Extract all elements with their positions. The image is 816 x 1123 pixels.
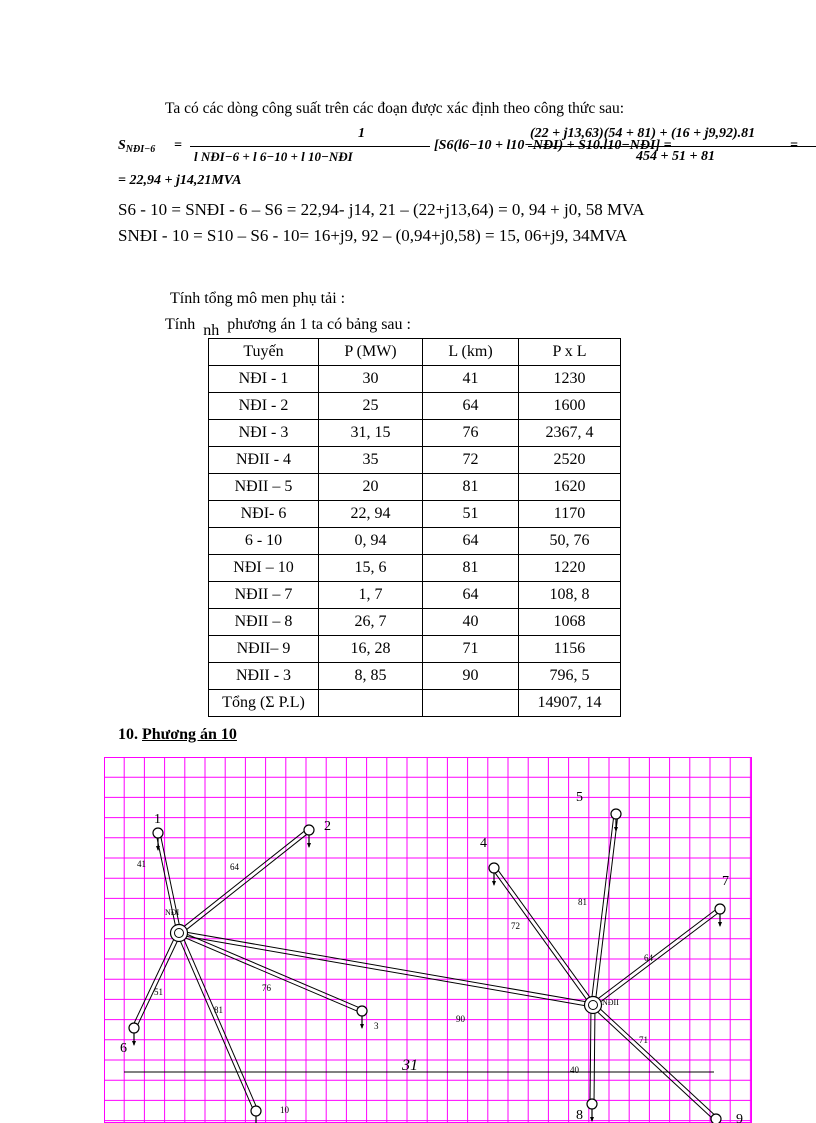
table-cell: NĐII– 9 — [209, 636, 319, 663]
load-node-9 — [711, 1114, 721, 1123]
table-header: P x L — [519, 339, 621, 366]
table-cell: 81 — [423, 474, 519, 501]
table-cell: NĐII - 3 — [209, 663, 319, 690]
table-cell: 22, 94 — [319, 501, 423, 528]
node-label-9: 9 — [736, 1112, 743, 1123]
baseline-label: 31 — [402, 1057, 418, 1074]
table-cell: NĐII - 4 — [209, 447, 319, 474]
table-cell: NĐI- 6 — [209, 501, 319, 528]
table-cell: NĐII – 8 — [209, 609, 319, 636]
table-row — [209, 528, 621, 555]
formula-frac1-den: l NĐI−6 + l 6−10 + l 10−NĐI — [194, 149, 353, 164]
line-length-label: 51 — [154, 987, 163, 997]
line-length-label: 71 — [639, 1035, 648, 1045]
plant-label-ndii: NĐII — [602, 998, 619, 1007]
node-label-7: 7 — [722, 874, 729, 889]
table-header-row — [209, 339, 621, 366]
node-label-5: 5 — [576, 790, 583, 805]
table-cell: 14907, 14 — [519, 690, 621, 717]
table-cell: 1, 7 — [319, 582, 423, 609]
moment-line-nh: nh — [203, 322, 220, 339]
table-cell: NĐI - 2 — [209, 393, 319, 420]
line-ndii-5 — [591, 814, 618, 1005]
table-cell: 35 — [319, 447, 423, 474]
plant-label-ndi: NĐI — [165, 908, 180, 917]
node-label-4: 4 — [480, 836, 487, 851]
transmission-lines — [124, 814, 721, 1121]
equation-s6-10: S6 - 10 = SNĐI - 6 – S6 = 22,94- j14, 21 – (22+j13,64) = 0, 94 + j0, 58 MVA — [118, 200, 645, 219]
plant-ndii — [585, 997, 602, 1014]
table-total-row — [209, 690, 621, 717]
node-label-10: 10 — [280, 1105, 289, 1115]
table-cell: 76 — [423, 420, 519, 447]
table-cell: 72 — [423, 447, 519, 474]
formula-tail: = — [790, 138, 798, 153]
formula-lhs: $S_{NĐI-6}$ — [118, 138, 156, 155]
table-row — [209, 501, 621, 528]
table-header: Tuyến — [209, 339, 319, 366]
table-cell: 1620 — [519, 474, 621, 501]
table-cell: 25 — [319, 393, 423, 420]
moment-title: Tính tổng mô men phụ tải : — [170, 290, 346, 307]
formula-bracket: [S6(l6−10 + l10−NĐI) + S10.l10−NĐI] = — [434, 138, 672, 153]
line-length-label: 90 — [456, 1014, 465, 1024]
table-row — [209, 555, 621, 582]
load-node-6 — [129, 1023, 139, 1046]
table-cell: NĐI - 3 — [209, 420, 319, 447]
moment-line: Tính nh phương án 1 ta có bảng sau : — [165, 316, 411, 339]
table-cell: 64 — [423, 393, 519, 420]
node-label-6: 6 — [120, 1041, 127, 1056]
table-cell — [423, 690, 519, 717]
table-row — [209, 474, 621, 501]
section-heading: 10. Phương án 10 — [118, 726, 237, 743]
line-length-label: 41 — [137, 859, 146, 869]
line-length-label: 64 — [230, 862, 239, 872]
section-title: Phương án 10 — [142, 726, 237, 743]
table-cell: NĐI - 1 — [209, 366, 319, 393]
table-header: P (MW) — [319, 339, 423, 366]
table-cell: 15, 6 — [319, 555, 423, 582]
line-ndii-9 — [592, 1004, 718, 1121]
table-cell: NĐI – 10 — [209, 555, 319, 582]
table-cell: 81 — [423, 555, 519, 582]
line-length-label: 76 — [262, 983, 271, 993]
table-cell: 40 — [423, 609, 519, 636]
table-cell: 64 — [423, 582, 519, 609]
plant-ndi — [171, 925, 188, 942]
node-label-8: 8 — [576, 1108, 583, 1123]
load-node-4 — [489, 863, 499, 886]
line-length-label: 64 — [644, 953, 653, 963]
table-cell: 0, 94 — [319, 528, 423, 555]
table-cell: 1230 — [519, 366, 621, 393]
line-ndi-ndii — [179, 931, 594, 1007]
line-length-label: 72 — [511, 921, 520, 931]
table-cell: 1170 — [519, 501, 621, 528]
load-moment-table — [208, 338, 621, 717]
formula-frac2-num: (22 + j13,63)(54 + 81) + (16 + j9,92).81 — [530, 126, 756, 141]
table-cell: 1156 — [519, 636, 621, 663]
table-row — [209, 663, 621, 690]
load-node-3 — [357, 1006, 367, 1029]
table-cell: 2367, 4 — [519, 420, 621, 447]
node-label-3: 3 — [374, 1021, 379, 1031]
table-cell: 8, 85 — [319, 663, 423, 690]
formula-frac2-den: 454 + 51 + 81 — [636, 149, 715, 164]
table-cell: 31, 15 — [319, 420, 423, 447]
table-cell: Tổng (Σ P.L) — [209, 690, 319, 717]
table-row — [209, 609, 621, 636]
table-cell: 41 — [423, 366, 519, 393]
table-cell: 108, 8 — [519, 582, 621, 609]
table-cell: 26, 7 — [319, 609, 423, 636]
line-length-label: 40 — [570, 1065, 579, 1075]
table-cell: 30 — [319, 366, 423, 393]
table-row — [209, 366, 621, 393]
formula-frac1-num: 1 — [358, 126, 365, 141]
node-label-1: 1 — [154, 812, 161, 827]
table-row — [209, 582, 621, 609]
table-cell: 20 — [319, 474, 423, 501]
table-cell: 90 — [423, 663, 519, 690]
table-cell: 50, 76 — [519, 528, 621, 555]
table-cell: 71 — [423, 636, 519, 663]
table-row — [209, 420, 621, 447]
node-label-2: 2 — [324, 819, 331, 834]
line-ndi-6 — [132, 932, 181, 1029]
table-cell: 1220 — [519, 555, 621, 582]
table-cell: NĐII – 5 — [209, 474, 319, 501]
table-row — [209, 393, 621, 420]
equation-sndi-10: SNĐI - 10 = S10 – S6 - 10= 16+j9, 92 – (0,94+j0,58) = 15, 06+j9, 34MVA — [118, 226, 628, 245]
table-cell: 6 - 10 — [209, 528, 319, 555]
table-header: L (km) — [423, 339, 519, 366]
table-cell: 1600 — [519, 393, 621, 420]
table-row — [209, 636, 621, 663]
line-length-label: 81 — [578, 897, 587, 907]
table-cell: 51 — [423, 501, 519, 528]
table-cell: 64 — [423, 528, 519, 555]
intro-text: Ta có các dòng công suất trên các đoạn được xác định theo công thức sau: — [165, 100, 625, 117]
table-cell: 16, 28 — [319, 636, 423, 663]
line-length-label: 81 — [214, 1005, 223, 1015]
load-node-7 — [715, 904, 725, 927]
table-row — [209, 447, 621, 474]
table-cell: 1068 — [519, 609, 621, 636]
table-cell: NĐII – 7 — [209, 582, 319, 609]
formula-result: = 22,94 + j14,21MVA — [118, 173, 242, 188]
network-diagram — [104, 757, 752, 1123]
table-cell — [319, 690, 423, 717]
table-cell: 2520 — [519, 447, 621, 474]
line-ndii-7 — [592, 907, 721, 1006]
table-cell: 796, 5 — [519, 663, 621, 690]
